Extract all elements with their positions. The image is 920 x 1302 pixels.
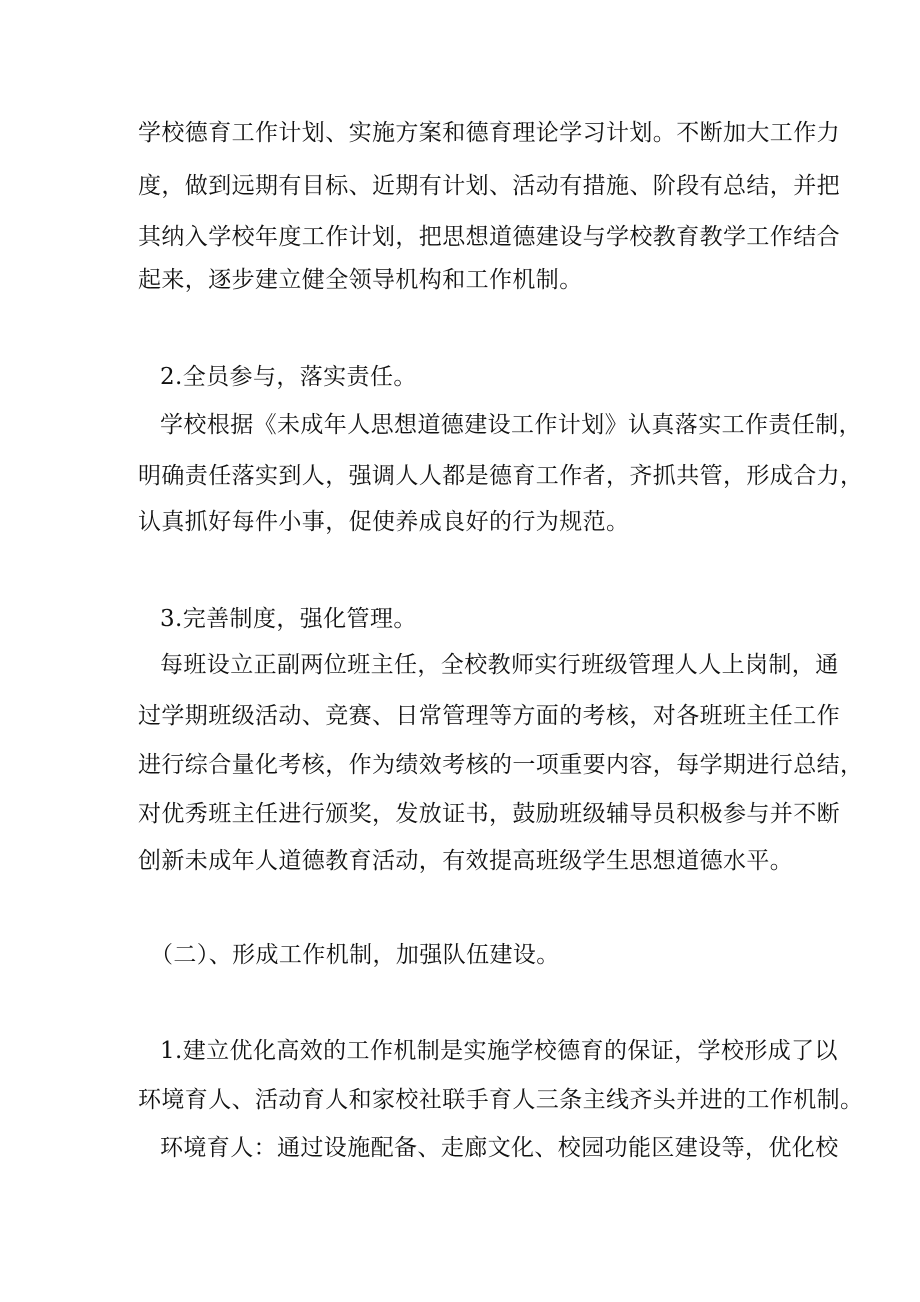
section-heading: 2.全员参与，落实责任。 [160,364,417,390]
part-heading: （二）、形成工作机制，加强队伍建设。 [150,942,560,968]
paragraph-line: 认真抓好每件小事，促使养成良好的行为规范。 [138,509,630,535]
paragraph-line: 度，做到远期有目标、近期有计划、活动有措施、阶段有总结，并把 [138,173,840,199]
paragraph-line: 其纳入学校年度工作计划，把思想道德建设与学校教育教学工作结合 [138,224,840,250]
paragraph-line: 每班设立正副两位班主任，全校教师实行班级管理人人上岗制，通 [160,652,839,678]
paragraph-line: 创新未成年人道德教育活动，有效提高班级学生思想道德水平。 [138,848,794,874]
paragraph-line: 1.建立优化高效的工作机制是实施学校德育的保证，学校形成了以 [160,1038,838,1064]
paragraph-line: 起来，逐步建立健全领导机构和工作机制。 [138,267,583,293]
section-heading: 3.完善制度，强化管理。 [160,606,417,632]
paragraph-line: 环境育人、活动育人和家校社联手育人三条主线齐头并进的工作机制。 [138,1087,864,1113]
paragraph-line: 过学期班级活动、竞赛、日常管理等方面的考核，对各班班主任工作 [138,703,840,729]
paragraph-line: 对优秀班主任进行颁奖，发放证书，鼓励班级辅导员积极参与并不断 [138,801,840,827]
paragraph-line: 明确责任落实到人，强调人人都是德育工作者，齐抓共管，形成合力， [138,463,864,489]
paragraph-line: 学校根据《未成年人思想道德建设工作计划》认真落实工作责任制， [160,412,862,438]
paragraph-line: 环境育人：通过设施配备、走廊文化、校园功能区建设等，优化校 [160,1135,839,1161]
paragraph-line: 进行综合量化考核，作为绩效考核的一项重要内容，每学期进行总结， [138,752,864,778]
paragraph-line: 学校德育工作计划、实施方案和德育理论学习计划。不断加大工作力 [138,120,840,146]
